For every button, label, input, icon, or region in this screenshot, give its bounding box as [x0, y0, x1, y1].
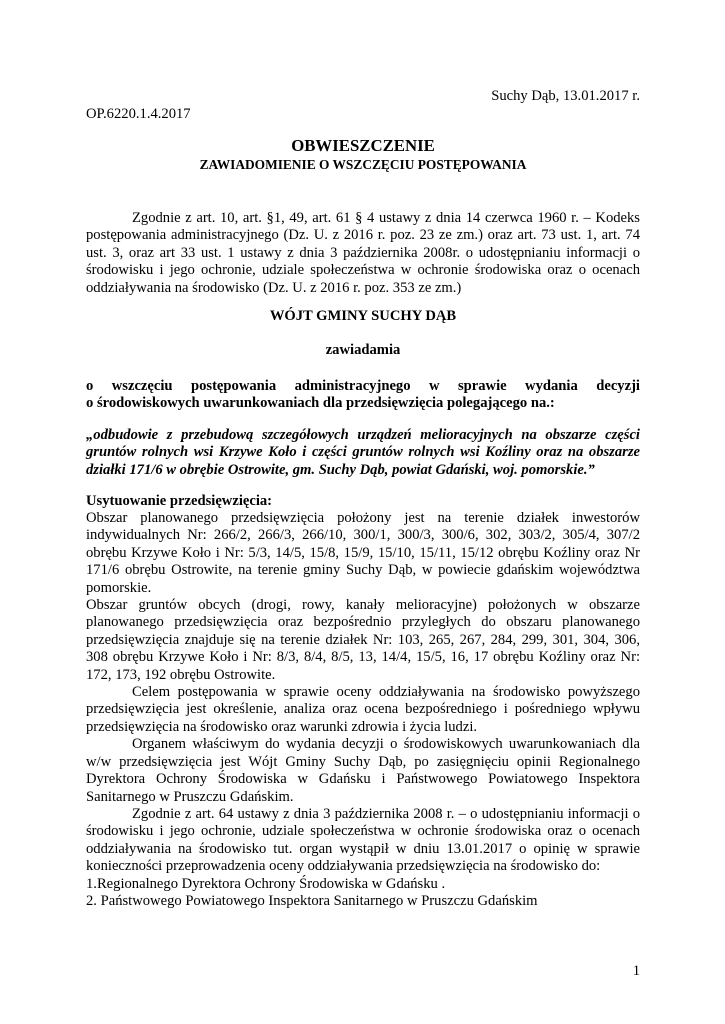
- subject-line-2: o środowiskowych uwarunkowaniach dla przedsięwzięcia polegającego na.:: [86, 395, 555, 412]
- place-date: Suchy Dąb, 13.01.2017 r.: [491, 88, 640, 104]
- location-section: [86, 510, 640, 910]
- reference-number: OP.6220.1.4.2017: [86, 106, 191, 122]
- document-title: OBWIESZCZENIE: [291, 136, 435, 155]
- purpose-paragraph: Celem postępowania w sprawie oceny oddziaływania na środowisko powyższego przedsięwzięcia jest określenie, analiza oraz ocena bezpośredniego i pośredniego wpływu przedsięwzięcia na środowisko oraz warunki zdrowia i życia ludzi.: [86, 684, 640, 735]
- location-heading: Usytuowanie przedsięwzięcia:: [86, 493, 273, 509]
- opinion-request-paragraph: Zgodnie z art. 64 ustawy z dnia 3 października 2008 r. – o udostępnianiu informacji o środowisku i jego ochronie, udziale społeczeństwa w ochronie środowiska oraz o ocenach oddziaływania na środowisko tut. organ wystąpił w dniu 13.01.2017 o opinię w sprawie konieczności przeprowadzenia oceny oddziaływania przedsięwzięcia na środowisko do:: [86, 805, 640, 875]
- document-page: [86, 0, 640, 1024]
- subject-line-1: o wszczęciu postępowania administracyjnego w sprawie wydania decyzji: [86, 378, 640, 394]
- notifies-heading: zawiadamia: [325, 342, 401, 358]
- authority-heading: WÓJT GMINY SUCHY DĄB: [269, 308, 457, 324]
- legal-basis-paragraph: Zgodnie z art. 10, art. §1, 49, art. 61 § 4 ustawy z dnia 14 czerwca 1960 r. – Kodeks postępowania administracyjnego (Dz. U. z 2016 r. poz. 23 ze zm.) oraz art. 73 ust. 1, art. 74 ust. 3, oraz art 33 ust. 1 ustawy z dnia 3 października 2008r. o udostępnianiu informacji o środowisku i jego ochronie, udziale społeczeństwa w ochronie środowiska oraz o ocenach oddziaływania na środowisko (Dz. U. z 2016 r. poz. 353 ze zm.): [86, 210, 640, 296]
- list-item: 2. Państwowego Powiatowego Inspektora Sanitarnego w Pruszczu Gdańskim: [86, 892, 538, 909]
- subject-statement: [86, 378, 640, 413]
- list-item: 1.Regionalnego Dyrektora Ochrony Środowiska w Gdańsku .: [86, 875, 446, 892]
- page-number: 1: [632, 963, 640, 979]
- project-description-quote: „odbudowie z przebudową szczegółowych urządzeń melioracyjnych na obszarze części gruntów rolnych wsi Krzywe Koło i części gruntów rolnych wsi Koźliny oraz na obszarze działki 171/6 w obrębie Ostrowite, gm. Suchy Dąb, powiat Gdański, woj. pomorskie.”: [86, 427, 640, 478]
- adjacent-land-paragraph: Obszar gruntów obcych (drogi, rowy, kanały melioracyjne) położonych w obszarze planowanego przedsięwzięcia oraz bezpośrednio przyległych do obszaru planowanego przedsięwzięcia znajduje się na terenie działek Nr: 103, 265, 267, 284, 299, 301, 304, 306, 308 obrębu Krzywe Koło i Nr: 8/3, 8/4, 8/5, 13, 14/4, 15/5, 16, 17 obrębu Koźliny oraz Nr: 172, 173, 192 obrębu Ostrowite.: [86, 597, 640, 683]
- competent-authority-paragraph: Organem właściwym do wydania decyzji o środowiskowych uwarunkowaniach dla w/w przedsięwzięcia jest Wójt Gminy Suchy Dąb, po zasięgnięciu opinii Regionalnego Dyrektora Ochrony Środowiska w Gdańsku i Państwowego Powiatowego Inspektora Sanitarnego w Pruszczu Gdańskim.: [86, 736, 640, 805]
- document-subtitle: ZAWIADOMIENIE O WSZCZĘCIU POSTĘPOWANIA: [199, 157, 527, 172]
- location-paragraph: Obszar planowanego przedsięwzięcia położony jest na terenie działek inwestorów indywidualnych Nr: 266/2, 266/3, 266/10, 300/1, 300/3, 300/6, 302, 303/2, 305/4, 307/2 obrębu Krzywe Koło i Nr: 5/3, 14/5, 15/8, 15/9, 15/10, 15/11, 15/12 obrębu Koźliny oraz Nr 171/6 obrębu Ostrowite, na terenie gminy Suchy Dąb, w powiecie gdańskim województwa pomorskie.: [86, 510, 640, 596]
